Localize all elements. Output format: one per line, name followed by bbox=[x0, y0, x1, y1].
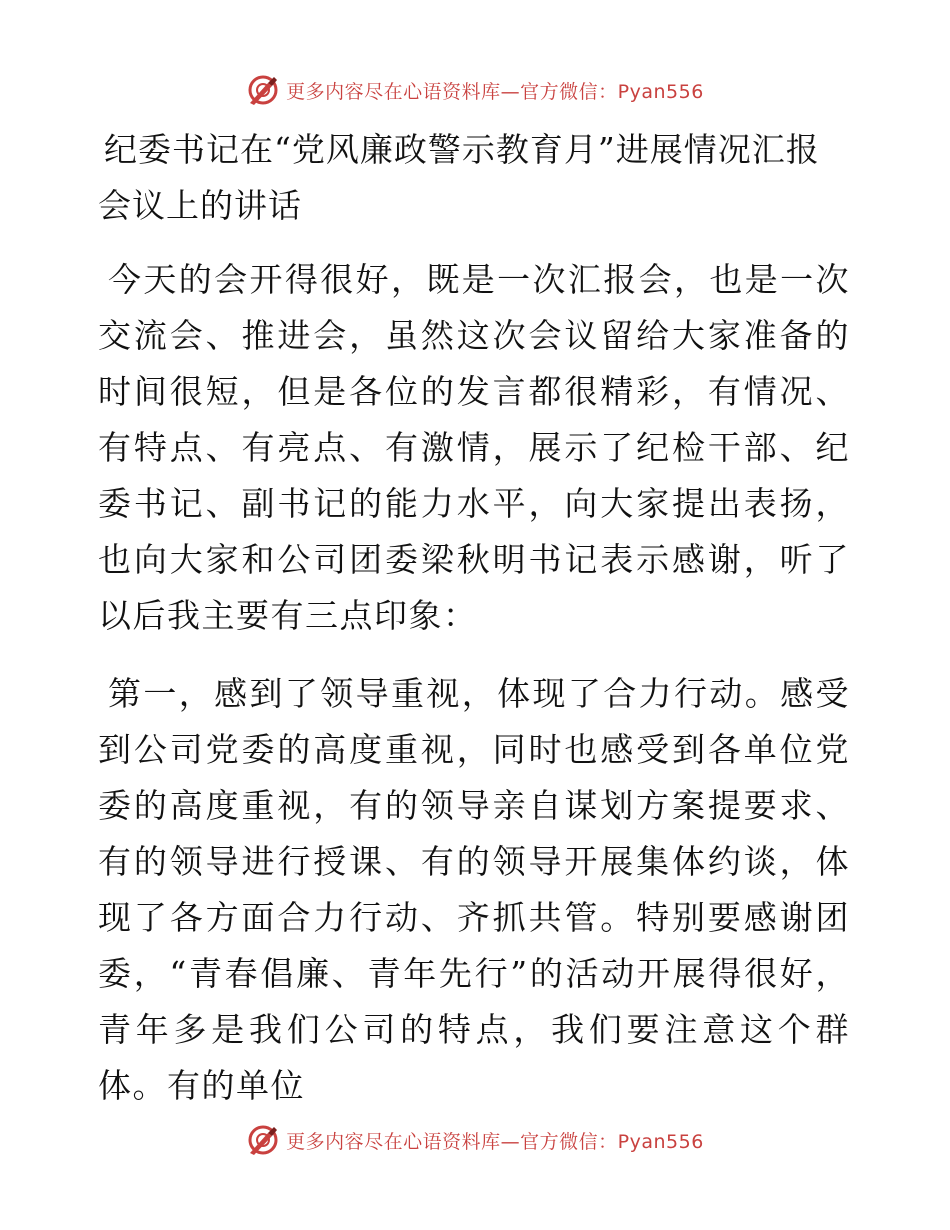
footer-watermark bbox=[0, 1120, 950, 1160]
watermark-text: 更多内容尽在心语资料库—官方微信：Pyan556 bbox=[286, 80, 704, 103]
paragraph: 第一，感到了领导重视，体现了合力行动。感受到公司党委的高度重视，同时也感受到各单位党委的高度重视，有的领导亲自谋划方案提要求、有的领导进行授课、有的领导开展集体约谈，体现了各方面合力行动、齐抓共管。特别要感谢团委，“青春倡廉、青年先行”的活动开展得很好，青年多是我们公司的特点，我们要注意这个群体。有的单位 bbox=[98, 674, 850, 1105]
document-body bbox=[98, 122, 850, 1136]
header-watermark bbox=[0, 70, 950, 110]
paragraph: 今天的会开得很好，既是一次汇报会，也是一次交流会、推进会，虽然这次会议留给大家准备的时间很短，但是各位的发言都很精彩，有情况、有特点、有亮点、有激情，展示了纪检干部、纪委书记、副书记的能力水平，向大家提出表扬，也向大家和公司团委梁秋明书记表示感谢，听了以后我主要有三点印象： bbox=[98, 260, 850, 635]
pen-logo-icon bbox=[246, 1123, 280, 1157]
document-title: 纪委书记在“党风廉政警示教育月”进展情况汇报会议上的讲话 bbox=[98, 130, 820, 225]
wechat-id: Pyan556 bbox=[617, 1130, 704, 1153]
wechat-id: Pyan556 bbox=[617, 80, 704, 103]
watermark-text: 更多内容尽在心语资料库—官方微信：Pyan556 bbox=[286, 1130, 704, 1153]
pen-logo-icon bbox=[246, 73, 280, 107]
